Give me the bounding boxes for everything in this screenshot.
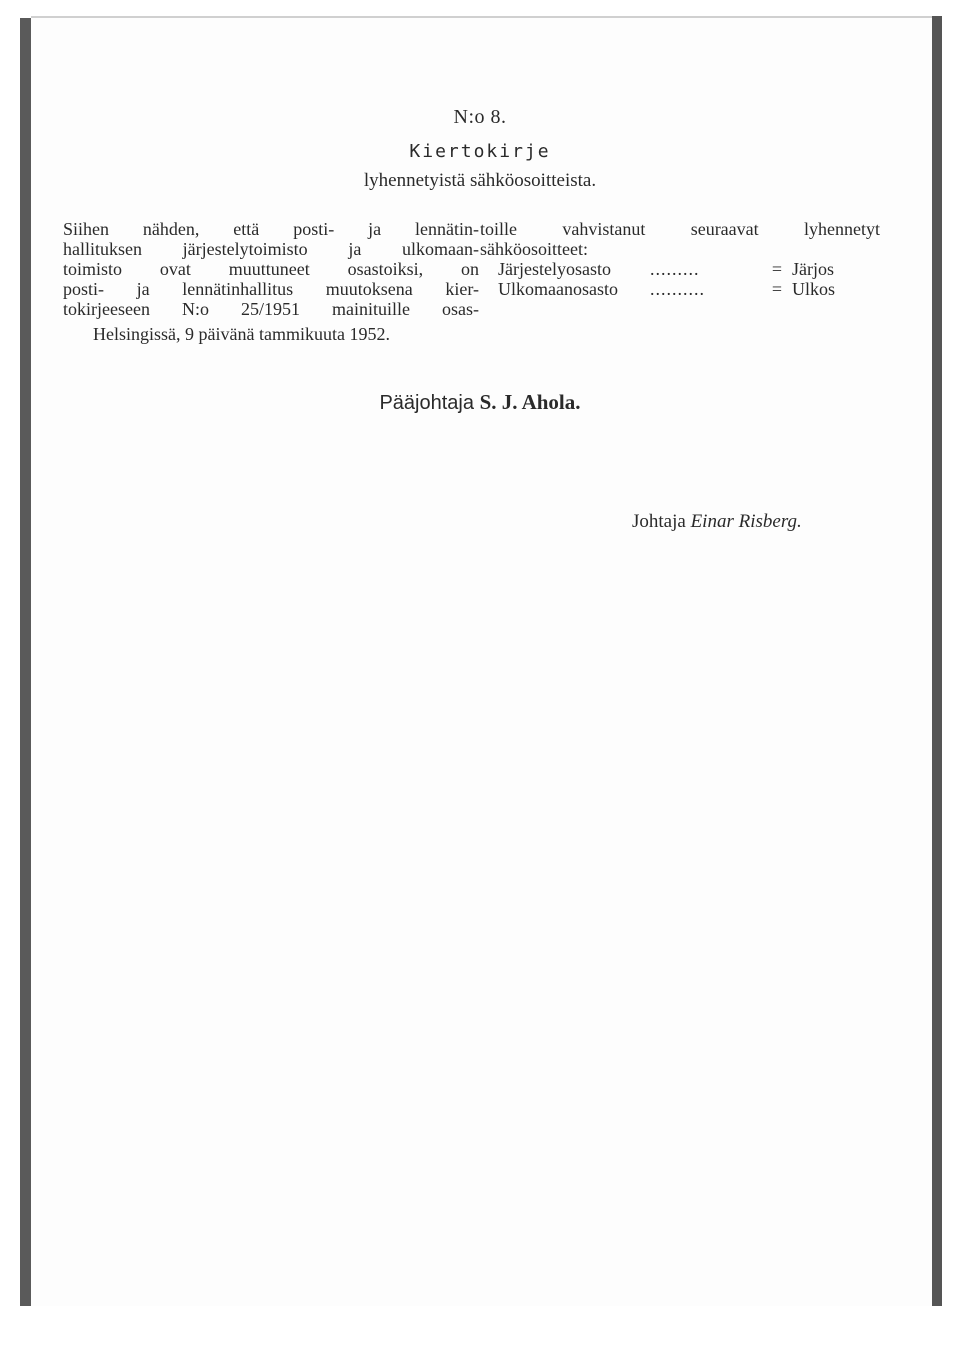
body-left-column bbox=[63, 219, 479, 319]
department-name: Ulkomaanosasto bbox=[498, 279, 618, 299]
director-general-title: Pääjohtaja bbox=[379, 392, 474, 414]
equals-sign: = bbox=[771, 259, 783, 279]
body-line: tokirjeeseen N:o 25/1951 mainituille osas- bbox=[63, 299, 479, 319]
body-line: posti- ja lennätinhallitus muutoksena kier- bbox=[63, 279, 479, 299]
document-page bbox=[22, 18, 938, 1306]
document-subtitle: lyhennetyistä sähköosoitteista. bbox=[363, 170, 597, 191]
leader-dots: .......... bbox=[650, 279, 705, 299]
document-title: Kiertokirje bbox=[409, 141, 551, 162]
telegraphic-code: Ulkos bbox=[792, 279, 836, 299]
director-title: Johtaja bbox=[632, 511, 686, 532]
director-name: Einar Risberg. bbox=[690, 511, 802, 532]
abbreviation-row bbox=[480, 279, 880, 299]
equals-sign: = bbox=[771, 279, 783, 299]
body-line: Siihen nähden, että posti- ja lennätin- bbox=[63, 219, 479, 239]
department-name: Järjestelyosasto bbox=[498, 259, 611, 279]
abbreviation-row bbox=[480, 259, 880, 279]
circular-number: N:o 8. bbox=[453, 106, 507, 128]
telegraphic-code: Järjos bbox=[792, 259, 834, 279]
director-general-name: S. J. Ahola. bbox=[479, 390, 581, 414]
body-right-column bbox=[480, 219, 880, 299]
scan-edge-left bbox=[20, 18, 31, 1306]
scan-edge-right bbox=[932, 16, 942, 1306]
place-and-date: Helsingissä, 9 päivänä tammikuuta 1952. bbox=[93, 324, 390, 344]
body-line: toimisto ovat muuttuneet osastoiksi, on bbox=[63, 259, 479, 279]
leader-dots: ......... bbox=[650, 259, 700, 279]
director-signature bbox=[632, 511, 802, 533]
body-line: toille vahvistanut seuraavat lyhennetyt bbox=[480, 219, 880, 239]
body-line: hallituksen järjestelytoimisto ja ulkomaan- bbox=[63, 239, 479, 259]
body-line: sähköosoitteet: bbox=[480, 239, 588, 259]
director-general-signature bbox=[22, 390, 938, 415]
